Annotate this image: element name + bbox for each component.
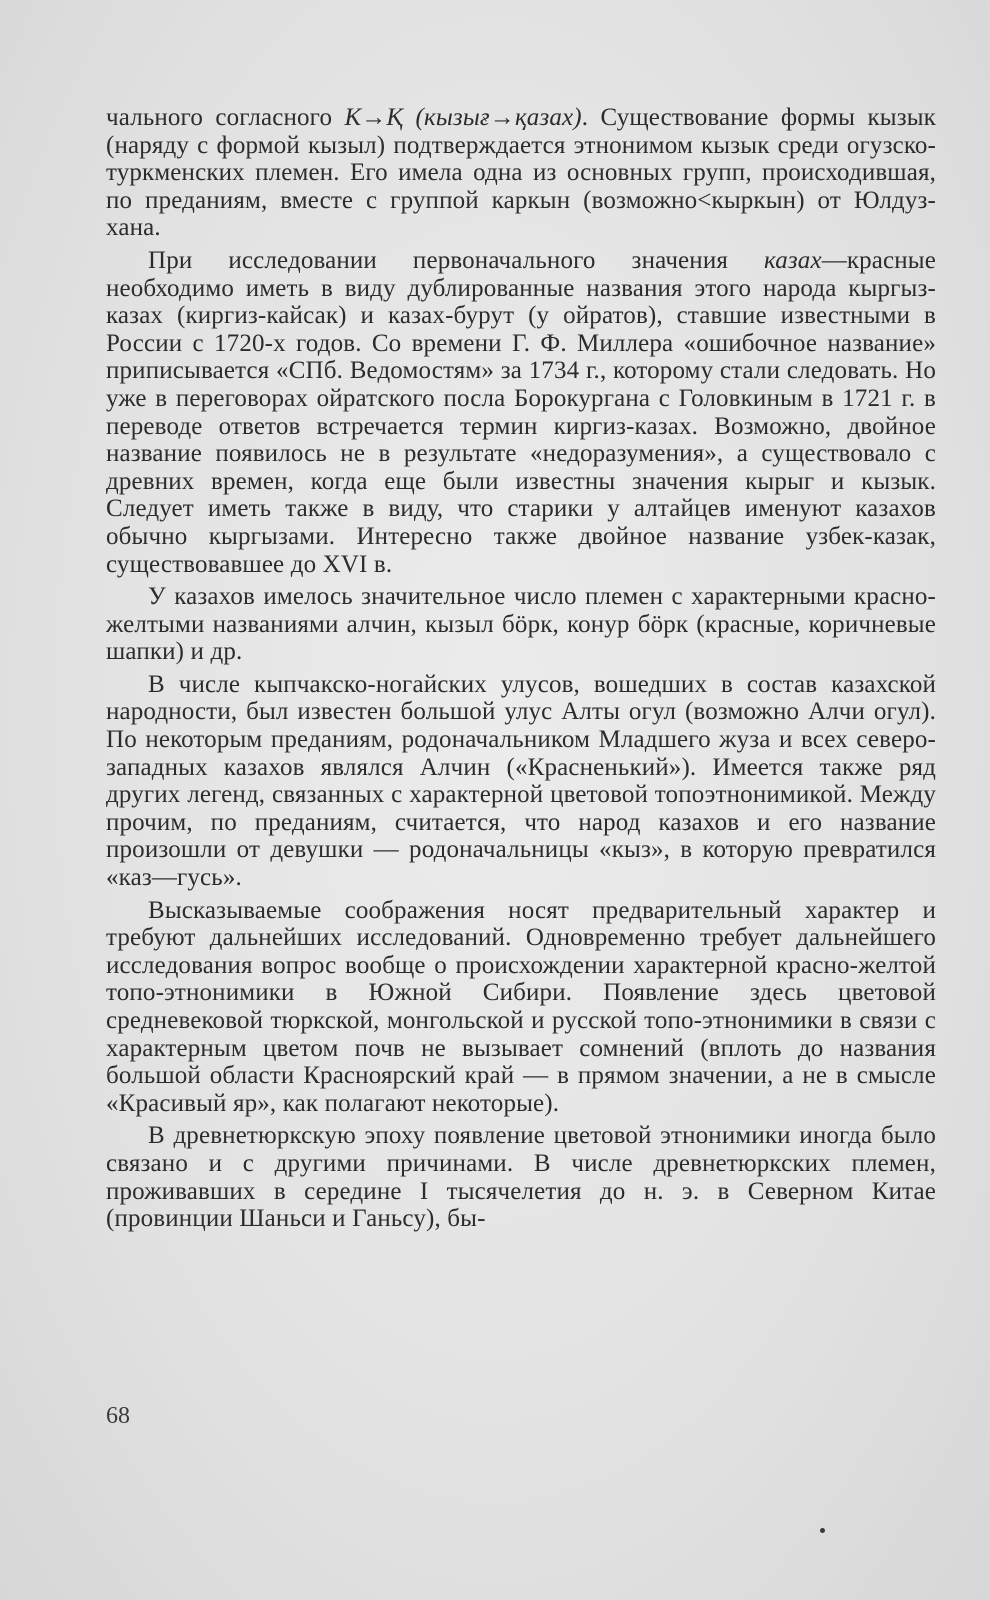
text-run: чального согласного bbox=[106, 104, 345, 131]
text-run: У казахов имелось значительное число племен с характерными красно-желтыми названиями алчин, кызыл бӧрк, конур бӧрк (красные, коричневые шапки) и др. bbox=[106, 583, 936, 666]
page-number: 68 bbox=[106, 1403, 130, 1429]
paragraph bbox=[106, 583, 936, 666]
body-text bbox=[106, 104, 936, 1238]
paragraph bbox=[106, 104, 936, 242]
italic-term: казах bbox=[764, 246, 822, 274]
text-run: В числе кыпчакско-ногайских улусов, вошедших в состав казахской народности, был известен большой улус Алты огул (возможно Алчи огул). По некоторым преданиям, родоначальником Младшего жуза и всех северо-западных казахов являлся Алчин («Красненький»). Имеется также ряд других легенд, связанных с характерной цветовой топоэтнонимикой. Между прочим, по преданиям, считается, что народ казахов и его название произошли от девушки — родоначальницы «кыз», в которую превратился «каз—гусь». bbox=[106, 670, 936, 892]
text-run: Высказываемые соображения носят предварительный характер и требуют дальнейших исследований. Одновременно требует дальнейшего исследования вопрос вообще о происхождении характерной красно-желтой топо-этнонимики в Южной Сибири. Появление здесь цветовой средневековой тюркской, монгольской и русской топо-этнонимики в связи с характерным цветом почв не вызывает сомнений (вплоть до названия большой области Красноярский край — в прямом значении, а не в смысле «Красивый яр», как полагают некоторые). bbox=[106, 896, 936, 1117]
ink-speck bbox=[820, 1528, 825, 1533]
paragraph bbox=[106, 1122, 936, 1232]
text-run: При исследовании первоначального значения bbox=[148, 246, 765, 274]
paragraph bbox=[106, 671, 936, 892]
text-run: В древнетюркскую эпоху появление цветовой этнонимики иногда было связано и с другими причинами. В числе древнетюркских племен, проживавших в середине I тысячелетия до н. э. в Северном Китае (провинции Шаньси и Ганьсу), бы- bbox=[106, 1122, 936, 1233]
text-run: . Существование формы кызык (наряду с формой кызыл) подтверждается этнонимом кызык среди огузско-туркменских племен. Его имела одна из основных групп, происходившая, по преданиям, вместе с группой каркын (возможно<кыркын) от Юлдуз-хана. bbox=[106, 104, 936, 242]
italic-term: К→Қ (кызығ→қазах) bbox=[344, 104, 582, 131]
paragraph bbox=[106, 897, 936, 1118]
text-run: —красные необходимо иметь в виду дублированные названия этого народа кыргыз-казах (киргиз-кайсак) и казах-бурут (у ойратов), ставшие известными в России с 1720-х годов. Со времени Г. Ф. Миллера «ошибочное название» приписывается «СПб. Ведомостям» за 1734 г., которому стали следовать. Но уже в переговорах ойратского посла Борокургана с Головкиным в 1721 г. в переводе ответов встречается термин киргиз-казах. Возможно, двойное название появилось не в результате «недоразумения», а существовало с древних времен, когда еще были известны значения кырыг и кызык. Следует иметь также в виду, что старики у алтайцев именуют казахов обычно кыргызами. Интересно также двойное название узбек-казак, существовавшее до XVI в. bbox=[106, 246, 936, 578]
paragraph bbox=[106, 247, 936, 578]
